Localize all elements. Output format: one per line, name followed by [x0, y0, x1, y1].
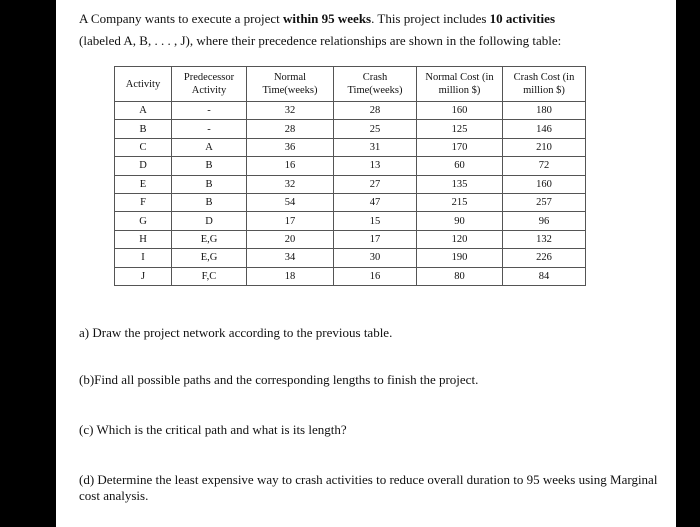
- table-cell: 32: [247, 175, 334, 193]
- table-cell: 27: [334, 175, 417, 193]
- table-cell: 72: [503, 157, 586, 175]
- table-cell: 257: [503, 193, 586, 211]
- table-cell: C: [115, 138, 172, 156]
- table-cell: 13: [334, 157, 417, 175]
- table-row: [115, 138, 586, 156]
- table-cell: B: [172, 157, 247, 175]
- table-cell: 210: [503, 138, 586, 156]
- table-row: [115, 157, 586, 175]
- table-cell: 17: [334, 230, 417, 248]
- table-cell: 80: [417, 267, 503, 285]
- table-cell: 16: [247, 157, 334, 175]
- table-cell: 146: [503, 120, 586, 138]
- table-cell: 28: [247, 120, 334, 138]
- table-cell: B: [172, 175, 247, 193]
- header-normal-cost: Normal Cost (in million $): [417, 67, 503, 102]
- intro-text-1: A Company wants to execute a project: [79, 11, 283, 26]
- table-cell: 190: [417, 249, 503, 267]
- header-activity: Activity: [115, 67, 172, 102]
- precedence-table: [114, 66, 586, 286]
- table-cell: 125: [417, 120, 503, 138]
- document-page: [56, 0, 676, 527]
- table-cell: 60: [417, 157, 503, 175]
- table-cell: 32: [247, 102, 334, 120]
- table-cell: D: [172, 212, 247, 230]
- table-cell: 215: [417, 193, 503, 211]
- table-row: [115, 267, 586, 285]
- table-cell: 47: [334, 193, 417, 211]
- table-cell: 170: [417, 138, 503, 156]
- intro-bold-activities: 10 activities: [489, 11, 555, 26]
- table-cell: 160: [417, 102, 503, 120]
- table-cell: 17: [247, 212, 334, 230]
- table-row: [115, 193, 586, 211]
- table-cell: 180: [503, 102, 586, 120]
- problem-statement: [79, 8, 669, 52]
- table-cell: J: [115, 267, 172, 285]
- table-row: [115, 102, 586, 120]
- table-cell: 132: [503, 230, 586, 248]
- table-cell: 20: [247, 230, 334, 248]
- table-cell: I: [115, 249, 172, 267]
- table-cell: B: [172, 193, 247, 211]
- table-cell: 34: [247, 249, 334, 267]
- header-normal-time: Normal Time(weeks): [247, 67, 334, 102]
- table-header-row: [115, 67, 586, 102]
- table-cell: 96: [503, 212, 586, 230]
- table-cell: E: [115, 175, 172, 193]
- table-cell: 16: [334, 267, 417, 285]
- table-cell: -: [172, 102, 247, 120]
- table-row: [115, 249, 586, 267]
- header-predecessor: Predecessor Activity: [172, 67, 247, 102]
- table-cell: F: [115, 193, 172, 211]
- table-cell: E,G: [172, 249, 247, 267]
- table-cell: 160: [503, 175, 586, 193]
- header-crash-time: Crash Time(weeks): [334, 67, 417, 102]
- table-cell: A: [172, 138, 247, 156]
- question-a: a) Draw the project network according to the previous table.: [79, 325, 393, 340]
- table-cell: D: [115, 157, 172, 175]
- table-cell: B: [115, 120, 172, 138]
- table-cell: 30: [334, 249, 417, 267]
- header-crash-cost: Crash Cost (in million $): [503, 67, 586, 102]
- table-cell: 31: [334, 138, 417, 156]
- table-cell: G: [115, 212, 172, 230]
- table-cell: A: [115, 102, 172, 120]
- table-cell: 84: [503, 267, 586, 285]
- table-cell: 90: [417, 212, 503, 230]
- table-cell: F,C: [172, 267, 247, 285]
- intro-text-3: (labeled A, B, . . . , J), where their precedence relationships are shown in the following table:: [79, 33, 562, 48]
- question-c: (c) Which is the critical path and what is its length?: [79, 422, 347, 437]
- table-row: [115, 120, 586, 138]
- table-cell: E,G: [172, 230, 247, 248]
- table-cell: 28: [334, 102, 417, 120]
- table-row: [115, 230, 586, 248]
- table-cell: 18: [247, 267, 334, 285]
- table-cell: 54: [247, 193, 334, 211]
- table-cell: H: [115, 230, 172, 248]
- table-cell: 135: [417, 175, 503, 193]
- table-cell: -: [172, 120, 247, 138]
- intro-text-2: . This project includes: [371, 11, 490, 26]
- table-cell: 15: [334, 212, 417, 230]
- table-body: [115, 102, 586, 286]
- table-row: [115, 212, 586, 230]
- table-cell: 36: [247, 138, 334, 156]
- table-cell: 226: [503, 249, 586, 267]
- question-d: (d) Determine the least expensive way to crash activities to reduce overall duration to 95 weeks using Marginal cost analysis.: [79, 472, 658, 503]
- table-cell: 25: [334, 120, 417, 138]
- table-cell: 120: [417, 230, 503, 248]
- table-row: [115, 175, 586, 193]
- question-b: (b)Find all possible paths and the corresponding lengths to finish the project.: [79, 372, 479, 387]
- intro-bold-deadline: within 95 weeks: [282, 11, 372, 26]
